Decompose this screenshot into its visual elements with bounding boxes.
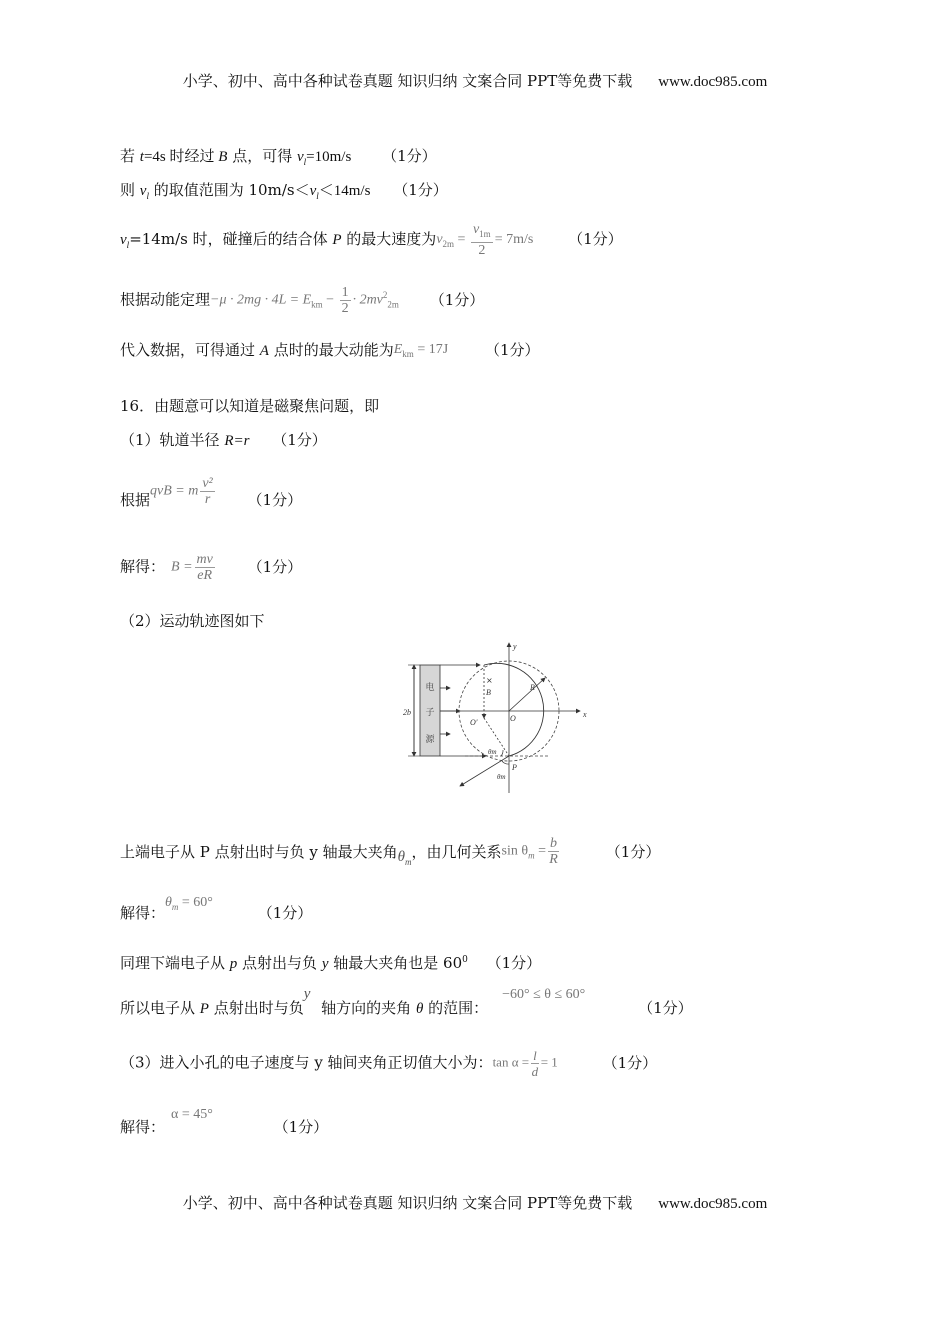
solution-line-7: [120, 430, 327, 451]
var-y: y: [321, 956, 329, 972]
svg-text:源: 源: [425, 735, 435, 745]
text: 点射出与负: [237, 954, 322, 972]
var-v: v: [309, 183, 317, 199]
svg-text:x: x: [583, 710, 587, 719]
text: =10m/s: [306, 149, 352, 165]
score-label: （1分）: [429, 290, 485, 309]
equation: $\sin \theta_m$ = $\frac{b}{R}$: [501, 836, 558, 867]
var-theta: θ: [415, 1001, 424, 1017]
text: 点，可得: [227, 147, 297, 165]
solution-line-3: [120, 222, 623, 258]
text: ，由几何关系: [411, 843, 502, 861]
score-label: （1分）: [602, 1053, 658, 1072]
score-label: （1分）: [272, 431, 327, 449]
var-v: v: [296, 149, 304, 165]
score-label: （1分）: [257, 904, 313, 922]
text: 上端电子从 P 点射出时与负 y 轴最大夹角: [120, 843, 398, 861]
text: （1）轨道半径: [120, 431, 225, 449]
score-label: （1分）: [247, 491, 303, 509]
svg-text:θm: θm: [497, 773, 506, 781]
equation: −60° ≤ θ ≤ 60°: [502, 987, 586, 1002]
text: 解得：: [120, 557, 166, 576]
solution-line-2: [120, 180, 448, 206]
var-v: v: [139, 183, 147, 199]
var-y: y: [303, 986, 311, 1002]
text: 代入数据，可得通过: [120, 341, 260, 359]
score-label: （1分）: [605, 843, 661, 861]
equation: tan α = $\frac{l}{d}$ = 1: [492, 1048, 558, 1079]
header-text: 小学、初中、高中各种试卷真题 知识归纳 文案合同 PPT等免费下载: [182, 72, 633, 90]
subscript: l: [316, 191, 319, 201]
var-t: t: [139, 149, 144, 165]
score-label: （1分）: [393, 181, 448, 199]
text: 若: [120, 147, 140, 165]
score-label: （1分）: [486, 954, 542, 972]
text: 轴最大夹角也是 60: [328, 954, 463, 972]
theta-m: $\theta_m$: [397, 849, 412, 867]
svg-text:2b: 2b: [403, 708, 411, 717]
solution-line-13: [120, 950, 541, 974]
var-P: P: [199, 1001, 209, 1017]
solution-line-5: [120, 340, 539, 364]
subscript: l: [126, 239, 130, 250]
equation: α = 45°: [171, 1107, 213, 1122]
svg-text:R: R: [530, 683, 535, 692]
solution-line-12: [120, 893, 312, 923]
footer-text: 小学、初中、高中各种试卷真题 知识归纳 文案合同 PPT等免费下载: [182, 1194, 633, 1212]
text: 点时的最大动能为: [268, 341, 394, 359]
svg-text:B: B: [486, 688, 491, 697]
page-footer: [0, 1192, 950, 1213]
svg-text:θm: θm: [488, 748, 497, 756]
text: =14m/s 时，碰撞后的结合体: [129, 229, 333, 248]
equation: R=r: [224, 433, 250, 449]
text: 所以电子从: [120, 999, 200, 1017]
text: 则: [120, 181, 140, 199]
text: =4s 时经过: [143, 149, 219, 165]
var-A: A: [259, 343, 269, 359]
solution-line-14: [120, 985, 693, 1019]
score-label: （1分）: [568, 229, 623, 248]
score-label: （1分）: [382, 147, 437, 165]
var-v: v: [120, 231, 127, 248]
subscript: l: [146, 191, 149, 201]
solution-line-11: [120, 836, 660, 876]
score-label: （1分）: [247, 557, 303, 576]
text: 的最大速度为: [341, 229, 437, 248]
score-label: （1分）: [273, 1118, 329, 1136]
text: 根据动能定理: [120, 290, 211, 309]
var-P: P: [332, 231, 342, 248]
text: （3）进入小孔的电子速度与 y 轴间夹角正切值大小为：: [120, 1053, 493, 1072]
question-16-heading: 16．由题意可以知道是磁聚焦问题，即: [120, 397, 380, 415]
text: 解得：: [120, 904, 166, 922]
equation: $\theta_m = 60^\circ$: [165, 895, 213, 912]
solution-line-15: [120, 1048, 657, 1079]
text: 点射出时与负: [208, 999, 304, 1017]
svg-text:子: 子: [425, 708, 435, 718]
footer-url[interactable]: www.doc985.com: [658, 1196, 768, 1212]
solution-line-9: [120, 552, 302, 583]
svg-text:×: ×: [486, 676, 493, 685]
svg-text:O′: O′: [470, 718, 478, 727]
text: ＜14m/s: [318, 183, 371, 199]
text: 解得：: [120, 1118, 166, 1136]
equation: B = $\frac{mv}{eR}$: [171, 552, 213, 583]
solution-line-4: [120, 285, 484, 316]
text: 根据: [120, 491, 151, 509]
solution-line-16: [120, 1105, 328, 1139]
equation: qvB = m $\frac{\text{v²}}{r}$: [150, 476, 213, 507]
svg-text:电: 电: [425, 683, 435, 693]
equation: $-\mu \cdot 2mg \cdot 4L = E_{km}$ − $\frac{1}{2}$ · $2mv^2_{2m}$: [210, 285, 399, 316]
superscript: 0: [462, 955, 468, 965]
solution-line-10: （2）运动轨迹图如下: [120, 612, 265, 630]
trajectory-diagram: [400, 638, 590, 798]
var-B: B: [218, 149, 228, 165]
subscript: l: [303, 157, 307, 167]
var-p: p: [229, 956, 238, 972]
equation: $v_{2m}$ = $\frac{v_{1m}}{2}$ = 7m/s: [436, 222, 534, 258]
text: 的范围：: [423, 999, 489, 1017]
page-header: [0, 70, 950, 91]
text: 的取值范围为 10m/s＜: [148, 181, 310, 199]
svg-text:P: P: [512, 763, 517, 772]
score-label: （1分）: [638, 999, 693, 1017]
svg-text:O: O: [510, 714, 516, 723]
header-url[interactable]: www.doc985.com: [658, 74, 768, 90]
score-label: （1分）: [484, 341, 540, 359]
solution-line-8: [120, 476, 302, 516]
svg-text:y: y: [513, 642, 517, 651]
text: 轴方向的夹角: [316, 999, 416, 1017]
text: 同理下端电子从: [120, 954, 230, 972]
solution-line-1: [120, 146, 437, 172]
equation: $E_{km} = 17J$: [393, 342, 449, 359]
